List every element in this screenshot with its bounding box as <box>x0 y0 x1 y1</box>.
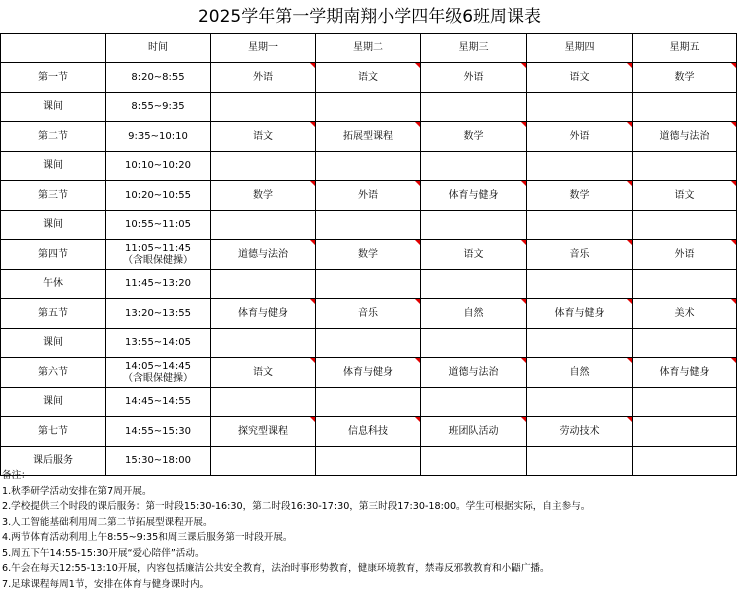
subject-cell[interactable] <box>633 181 737 211</box>
subject-cell[interactable] <box>633 299 737 329</box>
comment-marker-icon <box>310 417 315 422</box>
subject-label: 体育与健身 <box>238 308 288 319</box>
subject-label: 音乐 <box>570 249 590 260</box>
table-row <box>1 388 737 417</box>
remark-line: 7.足球课程每周1节，安排在体育与健身课时内。 <box>2 577 736 592</box>
comment-marker-icon <box>731 240 736 245</box>
comment-marker-icon <box>521 122 526 127</box>
subject-cell[interactable] <box>527 388 633 417</box>
subject-label: 体育与健身 <box>660 367 710 378</box>
time-note: （含眼保健操） <box>106 255 210 267</box>
table-row <box>1 181 737 211</box>
subject-cell[interactable] <box>421 329 527 358</box>
subject-cell[interactable] <box>633 240 737 270</box>
period-cell[interactable]: 第四节 <box>1 240 106 270</box>
comment-marker-icon <box>310 358 315 363</box>
subject-cell[interactable] <box>633 417 737 447</box>
time-cell[interactable] <box>106 93 211 122</box>
comment-marker-icon <box>521 358 526 363</box>
remark-line: 6.午会在每天12:55-13:10开展，内容包括廉洁公共安全教育，法治时事形势教育，健康环境教育，禁毒反邪教教育和小鼯广播。 <box>2 561 736 577</box>
subject-cell[interactable] <box>421 122 527 152</box>
subject-cell[interactable] <box>527 93 633 122</box>
subject-label: 音乐 <box>358 308 378 319</box>
subject-label: 数学 <box>675 72 695 83</box>
table-row <box>1 417 737 447</box>
table-row <box>1 299 737 329</box>
time-cell[interactable] <box>106 417 211 447</box>
subject-cell[interactable] <box>527 329 633 358</box>
period-cell[interactable]: 第一节 <box>1 63 106 93</box>
remark-line: 5.周五下午14:55-15:30开展“爱心陪伴”活动。 <box>2 546 736 562</box>
table-row <box>1 122 737 152</box>
subject-cell[interactable] <box>316 358 421 388</box>
subject-label: 道德与法治 <box>238 249 288 260</box>
comment-marker-icon <box>731 358 736 363</box>
time-range: 11:05~11:45 <box>106 243 210 255</box>
comment-marker-icon <box>627 122 632 127</box>
comment-marker-icon <box>521 63 526 68</box>
subject-label: 道德与法治 <box>660 131 710 142</box>
table-row <box>1 152 737 181</box>
subject-cell[interactable] <box>421 93 527 122</box>
header-day-cell[interactable]: 星期五 <box>633 34 737 63</box>
comment-marker-icon <box>415 240 420 245</box>
subject-cell[interactable] <box>633 152 737 181</box>
comment-marker-icon <box>415 181 420 186</box>
subject-cell[interactable] <box>316 122 421 152</box>
time-cell[interactable] <box>106 358 211 388</box>
subject-label: 数学 <box>570 190 590 201</box>
subject-cell[interactable] <box>527 299 633 329</box>
table-row <box>1 270 737 299</box>
period-cell[interactable]: 课间 <box>1 329 106 358</box>
subject-cell[interactable] <box>211 299 316 329</box>
subject-cell[interactable] <box>211 93 316 122</box>
comment-marker-icon <box>310 122 315 127</box>
period-cell[interactable]: 课后服务 <box>1 447 106 476</box>
comment-marker-icon <box>415 299 420 304</box>
subject-cell[interactable] <box>211 358 316 388</box>
subject-label: 外语 <box>253 72 273 83</box>
time-range: 9:35~10:10 <box>106 131 210 143</box>
subject-cell[interactable] <box>316 63 421 93</box>
subject-label: 外语 <box>464 72 484 83</box>
comment-marker-icon <box>627 358 632 363</box>
subject-cell[interactable] <box>421 270 527 299</box>
subject-cell[interactable] <box>633 358 737 388</box>
subject-cell[interactable] <box>527 358 633 388</box>
subject-label: 语文 <box>570 72 590 83</box>
comment-marker-icon <box>627 240 632 245</box>
comment-marker-icon <box>310 181 315 186</box>
subject-label: 信息科技 <box>348 426 388 437</box>
subject-cell[interactable] <box>211 240 316 270</box>
period-cell[interactable]: 第七节 <box>1 417 106 447</box>
time-range: 8:55~9:35 <box>106 101 210 113</box>
subject-label: 语文 <box>358 72 378 83</box>
comment-marker-icon <box>310 299 315 304</box>
subject-cell[interactable] <box>633 122 737 152</box>
comment-marker-icon <box>627 299 632 304</box>
time-cell[interactable] <box>106 181 211 211</box>
subject-label: 拓展型课程 <box>343 131 393 142</box>
time-range: 15:30~18:00 <box>106 455 210 467</box>
remark-line: 3.人工智能基础利用周二第二节拓展型课程开展。 <box>2 515 736 531</box>
header-row <box>1 34 737 63</box>
subject-label: 自然 <box>570 367 590 378</box>
subject-label: 班团队活动 <box>449 426 499 437</box>
time-cell[interactable] <box>106 152 211 181</box>
subject-cell[interactable] <box>421 388 527 417</box>
subject-cell[interactable] <box>211 122 316 152</box>
subject-cell[interactable] <box>211 181 316 211</box>
subject-cell[interactable] <box>316 152 421 181</box>
subject-cell[interactable] <box>421 152 527 181</box>
subject-cell[interactable] <box>421 240 527 270</box>
subject-label: 外语 <box>358 190 378 201</box>
time-cell[interactable] <box>106 329 211 358</box>
header-day-cell[interactable]: 星期二 <box>316 34 421 63</box>
comment-marker-icon <box>521 181 526 186</box>
comment-marker-icon <box>310 63 315 68</box>
time-range: 14:45~14:55 <box>106 396 210 408</box>
subject-cell[interactable] <box>316 93 421 122</box>
subject-cell[interactable] <box>421 417 527 447</box>
subject-cell[interactable] <box>421 299 527 329</box>
subject-label: 数学 <box>253 190 273 201</box>
table-row <box>1 329 737 358</box>
remark-line: 4.两节体育活动利用上午8:55~9:35和周三课后服务第一时段开展。 <box>2 530 736 546</box>
time-note: （含眼保健操） <box>106 373 210 385</box>
subject-cell[interactable] <box>527 240 633 270</box>
timetable-grid <box>0 33 737 476</box>
subject-cell[interactable] <box>527 417 633 447</box>
subject-cell[interactable] <box>527 181 633 211</box>
subject-label: 道德与法治 <box>449 367 499 378</box>
header-day-cell[interactable]: 星期四 <box>527 34 633 63</box>
period-cell[interactable]: 第五节 <box>1 299 106 329</box>
subject-cell[interactable] <box>421 63 527 93</box>
subject-cell[interactable] <box>316 270 421 299</box>
comment-marker-icon <box>415 417 420 422</box>
table-row <box>1 240 737 270</box>
subject-cell[interactable] <box>421 211 527 240</box>
subject-cell[interactable] <box>421 181 527 211</box>
subject-cell[interactable] <box>527 152 633 181</box>
subject-cell[interactable] <box>316 388 421 417</box>
subject-cell[interactable] <box>421 358 527 388</box>
comment-marker-icon <box>627 417 632 422</box>
subject-label: 体育与健身 <box>449 190 499 201</box>
time-range: 13:55~14:05 <box>106 337 210 349</box>
subject-cell[interactable] <box>316 417 421 447</box>
subject-label: 数学 <box>464 131 484 142</box>
time-cell[interactable] <box>106 388 211 417</box>
comment-marker-icon <box>415 63 420 68</box>
period-cell[interactable]: 第六节 <box>1 358 106 388</box>
time-cell[interactable] <box>106 122 211 152</box>
subject-label: 语文 <box>253 131 273 142</box>
comment-marker-icon <box>731 299 736 304</box>
comment-marker-icon <box>521 417 526 422</box>
header-day-cell[interactable]: 星期一 <box>211 34 316 63</box>
period-cell[interactable]: 课间 <box>1 152 106 181</box>
time-range: 14:55~15:30 <box>106 426 210 438</box>
comment-marker-icon <box>310 240 315 245</box>
time-cell[interactable] <box>106 270 211 299</box>
comment-marker-icon <box>627 63 632 68</box>
table-row <box>1 211 737 240</box>
comment-marker-icon <box>415 122 420 127</box>
subject-cell[interactable] <box>633 211 737 240</box>
subject-cell[interactable] <box>211 211 316 240</box>
time-cell[interactable] <box>106 63 211 93</box>
subject-cell[interactable] <box>527 270 633 299</box>
comment-marker-icon <box>627 181 632 186</box>
period-cell[interactable]: 第二节 <box>1 122 106 152</box>
page-title: 2025学年第一学期南翔小学四年级6班周课表 <box>0 2 739 32</box>
subject-label: 语文 <box>253 367 273 378</box>
subject-label: 劳动技术 <box>560 426 600 437</box>
comment-marker-icon <box>731 63 736 68</box>
time-cell[interactable] <box>106 211 211 240</box>
comment-marker-icon <box>521 299 526 304</box>
header-day-cell[interactable]: 星期三 <box>421 34 527 63</box>
remarks-heading: 备注： <box>2 468 736 484</box>
subject-cell[interactable] <box>211 329 316 358</box>
time-range: 14:05~14:45 <box>106 361 210 373</box>
subject-label: 体育与健身 <box>555 308 605 319</box>
comment-marker-icon <box>521 240 526 245</box>
comment-marker-icon <box>731 181 736 186</box>
header-corner-cell[interactable] <box>1 34 106 63</box>
comment-marker-icon <box>731 122 736 127</box>
subject-label: 自然 <box>464 308 484 319</box>
subject-label: 语文 <box>464 249 484 260</box>
time-range: 8:20~8:55 <box>106 72 210 84</box>
subject-cell[interactable] <box>527 211 633 240</box>
subject-label: 数学 <box>358 249 378 260</box>
table-row <box>1 93 737 122</box>
time-cell[interactable] <box>106 299 211 329</box>
subject-cell[interactable] <box>211 63 316 93</box>
subject-cell[interactable] <box>527 63 633 93</box>
subject-label: 语文 <box>675 190 695 201</box>
time-range: 10:10~10:20 <box>106 160 210 172</box>
subject-cell[interactable] <box>633 388 737 417</box>
subject-label: 探究型课程 <box>238 426 288 437</box>
subject-cell[interactable] <box>316 240 421 270</box>
header-time-cell[interactable]: 时间 <box>106 34 211 63</box>
period-cell[interactable]: 课间 <box>1 93 106 122</box>
subject-cell[interactable] <box>633 63 737 93</box>
time-range: 11:45~13:20 <box>106 278 210 290</box>
table-row <box>1 358 737 388</box>
subject-cell[interactable] <box>211 388 316 417</box>
period-cell[interactable]: 课间 <box>1 211 106 240</box>
remarks <box>2 468 736 592</box>
subject-cell[interactable] <box>633 329 737 358</box>
time-range: 10:55~11:05 <box>106 219 210 231</box>
subject-cell[interactable] <box>211 417 316 447</box>
subject-cell[interactable] <box>211 270 316 299</box>
subject-cell[interactable] <box>211 152 316 181</box>
subject-cell[interactable] <box>633 93 737 122</box>
subject-label: 外语 <box>675 249 695 260</box>
subject-label: 美术 <box>675 308 695 319</box>
subject-cell[interactable] <box>316 181 421 211</box>
subject-cell[interactable] <box>316 299 421 329</box>
time-range: 10:20~10:55 <box>106 190 210 202</box>
comment-marker-icon <box>415 358 420 363</box>
time-cell[interactable] <box>106 240 211 270</box>
subject-label: 体育与健身 <box>343 367 393 378</box>
subject-cell[interactable] <box>316 329 421 358</box>
table-row <box>1 63 737 93</box>
subject-cell[interactable] <box>633 270 737 299</box>
period-cell[interactable]: 课间 <box>1 388 106 417</box>
subject-cell[interactable] <box>316 211 421 240</box>
remark-line: 2.学校提供三个时段的课后服务：第一时段15:30-16:30，第二时段16:30-17:30，第三时段17:30-18:00。学生可根据实际，自主参与。 <box>2 499 736 515</box>
subject-label: 外语 <box>570 131 590 142</box>
subject-cell[interactable] <box>527 122 633 152</box>
time-range: 13:20~13:55 <box>106 308 210 320</box>
period-cell[interactable]: 第三节 <box>1 181 106 211</box>
remark-line: 1.秋季研学活动安排在第7周开展。 <box>2 484 736 500</box>
period-cell[interactable]: 午休 <box>1 270 106 299</box>
